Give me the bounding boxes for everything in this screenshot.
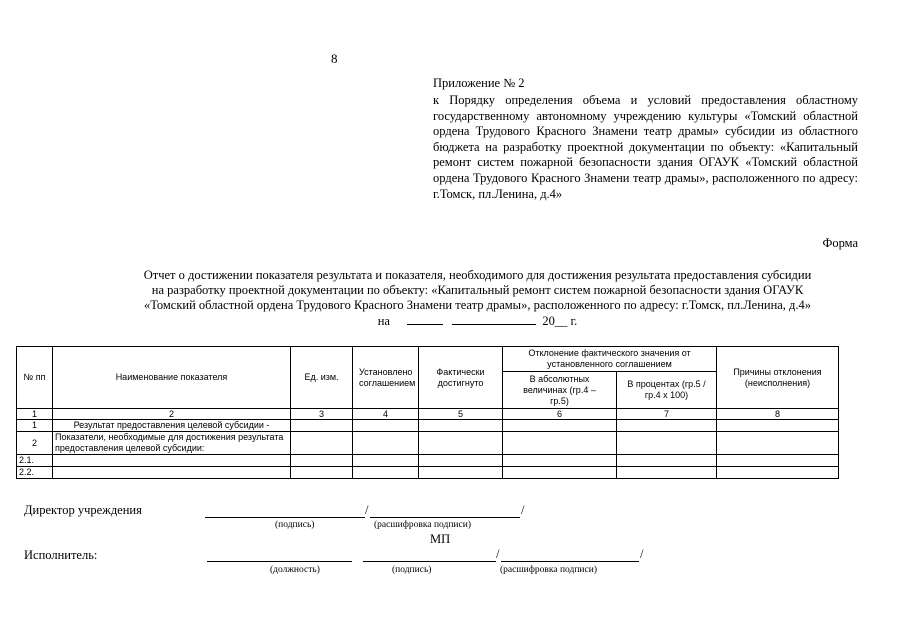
table-cell: [353, 467, 419, 479]
col-number: 3: [291, 409, 353, 420]
director-slash: /: [365, 503, 369, 517]
table-row: [17, 420, 839, 432]
col-number: 5: [419, 409, 503, 420]
table-row: [17, 455, 839, 467]
report-date-prefix: на: [377, 313, 390, 328]
director-caption-decode: (расшифровка подписи): [374, 520, 471, 530]
table-cell: [353, 455, 419, 467]
header-reasons: Причины отклонения (неисполнения): [717, 347, 839, 409]
col-number: 8: [717, 409, 839, 420]
row-num: 2.2.: [17, 467, 53, 479]
col-number: 2: [53, 409, 291, 420]
row-name: [53, 455, 291, 467]
table-cell: [617, 432, 717, 455]
header-name: Наименование показателя: [53, 347, 291, 409]
executor-caption-decode: (расшифровка подписи): [500, 565, 597, 575]
col-number: 4: [353, 409, 419, 420]
table-cell: [419, 467, 503, 479]
row-num: 1: [17, 420, 53, 432]
table-cell: [717, 455, 839, 467]
executor-label: Исполнитель:: [24, 548, 98, 562]
executor-caption-position: (должность): [270, 565, 320, 575]
table-cell: [617, 467, 717, 479]
executor-slash-end: /: [640, 547, 644, 561]
director-caption-signature: (подпись): [275, 520, 315, 530]
row-num: 2: [17, 432, 53, 455]
executor-position-line: [207, 561, 352, 562]
row-name: Показатели, необходимые для достижения результата предоставления целевой субсидии:: [53, 432, 291, 455]
table-cell: [717, 432, 839, 455]
executor-decode-line: [501, 561, 639, 562]
col-number: 1: [17, 409, 53, 420]
col-number: 6: [503, 409, 617, 420]
table-cell: [717, 420, 839, 432]
table-cell: [617, 455, 717, 467]
report-date-line: [90, 314, 865, 329]
report-title-line-2: на разработку проектной документации по объекту: «Капитальный ремонт систем пожарной безопасности здания ОГАУК: [151, 283, 804, 298]
table-cell: [503, 455, 617, 467]
annex-title: Приложение № 2: [433, 76, 525, 90]
form-label: Форма: [822, 236, 858, 250]
header-num: № пп: [17, 347, 53, 409]
table-cell: [291, 432, 353, 455]
table-cell: [419, 432, 503, 455]
report-date-day-blank: [407, 324, 443, 325]
table-column-numbers-row: [17, 409, 839, 420]
header-target: Установлено соглашением: [353, 347, 419, 409]
table-cell: [617, 420, 717, 432]
director-decode-line: [370, 517, 520, 518]
annex-body: к Порядку определения объема и условий предоставления областному государственному автономному учреждению культуры «Томский областной ордена Трудового Красного Знамени театр драмы» субсидии из областного бюджета на разработку проектной документации по объекту: «Капитальный ремонт систем пожарной безопасности здания ОГАУК «Томский областной ордена Трудового Красного Знамени театр драмы», расположенного по адресу: г.Томск, пл.Ленина, д.4»: [433, 93, 858, 201]
table-cell: [419, 455, 503, 467]
header-deviation-abs: В абсолютных величинах (гр.4 – гр.5): [503, 372, 617, 409]
executor-caption-signature: (подпись): [392, 565, 432, 575]
indicator-table: [16, 346, 839, 479]
indicator-table-wrapper: [16, 346, 838, 479]
page-number: 8: [331, 51, 338, 66]
director-signature-line: [205, 517, 365, 518]
executor-signature-line: [363, 561, 496, 562]
table-cell: [503, 432, 617, 455]
table-cell: [291, 455, 353, 467]
table-row: [17, 467, 839, 479]
table-cell: [291, 467, 353, 479]
table-cell: [717, 467, 839, 479]
table-row: [17, 432, 839, 455]
header-actual: Фактически достигнуто: [419, 347, 503, 409]
table-cell: [353, 432, 419, 455]
header-deviation: Отклонение фактического значения от установленного соглашением: [503, 347, 717, 372]
table-cell: [503, 467, 617, 479]
row-num: 2.1.: [17, 455, 53, 467]
report-title: [90, 268, 865, 329]
director-label: Директор учреждения: [24, 503, 142, 517]
table-cell: [353, 420, 419, 432]
header-deviation-pct: В процентах (гр.5 / гр.4 x 100): [617, 372, 717, 409]
header-unit: Ед. изм.: [291, 347, 353, 409]
row-name: Результат предоставления целевой субсидии -: [53, 420, 291, 432]
table-cell: [291, 420, 353, 432]
report-date-month-blank: [452, 324, 536, 325]
report-title-line-3: «Томский областной ордена Трудового Красного Знамени театр драмы», расположенного по адресу: г.Томск, пл.Ленина, д.4»: [143, 298, 812, 313]
table-cell: [419, 420, 503, 432]
director-slash-end: /: [521, 503, 525, 517]
table-cell: [503, 420, 617, 432]
executor-slash: /: [496, 547, 500, 561]
table-header-row: [17, 347, 839, 372]
report-date-year: 20__ г.: [542, 313, 578, 328]
stamp-label: МП: [430, 532, 451, 546]
report-title-line-1: Отчет о достижении показателя результата и показателя, необходимого для достижения результата предоставления субсидии: [143, 268, 812, 282]
row-name: [53, 467, 291, 479]
col-number: 7: [617, 409, 717, 420]
